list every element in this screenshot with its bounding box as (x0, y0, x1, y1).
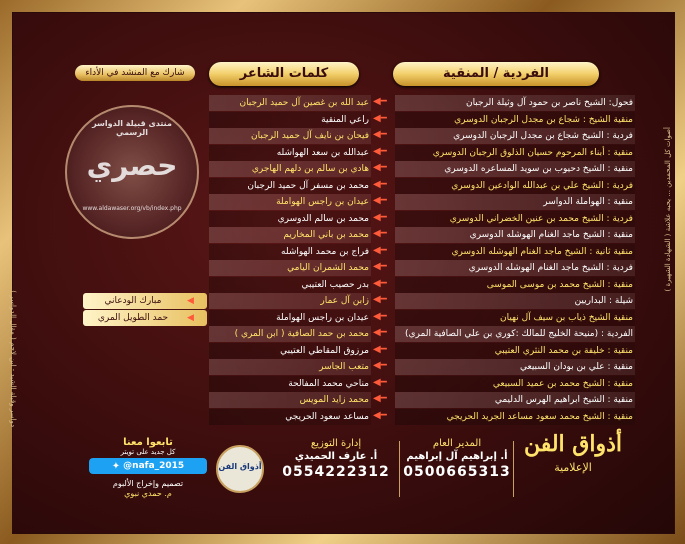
brand-block (513, 431, 633, 501)
row-arrow-icon: ◀━ (373, 211, 387, 223)
program-main-text: منقية : الشيخ ابراهيم الهرس الدليمي (494, 395, 633, 405)
program-row (395, 310, 635, 326)
dist-name: أ. عارف الحميدي (294, 451, 378, 462)
poet-name-text: هادي بن سالم بن دلهم الهاجري (251, 164, 369, 174)
poet-row (209, 392, 371, 408)
row-arrow-icon: ◀━ (373, 376, 387, 388)
poet-row (209, 343, 371, 359)
poet-row (209, 293, 371, 309)
program-row (395, 112, 635, 128)
poet-row (209, 178, 371, 194)
general-manager-block (401, 438, 513, 480)
program-row (395, 211, 635, 227)
row-arrow-icon: ◀━ (373, 129, 387, 140)
program-main-text: منقية : الشيخ محمد بن موسى الموسى (486, 279, 633, 290)
poet-row (209, 194, 371, 210)
share-arrow-icon: ◀ (187, 312, 194, 323)
program-row (395, 277, 635, 293)
poet-row (209, 128, 371, 144)
dist-phone[interactable]: 0554222312 (282, 464, 390, 480)
program-main-text: فردية : الشيخ ماجد الغنام الهوشله الدوسري (468, 263, 633, 273)
program-row (395, 95, 635, 111)
poet-name-text: عبد الله بن غصين آل حميد الرجبان (239, 98, 369, 108)
divider-2 (513, 441, 514, 497)
row-arrow-icon: ◀━ (373, 261, 387, 272)
program-main-text: فردية : الشيخ شجاع بن مجدل الرجبان الدوسري (453, 131, 633, 141)
program-main-text: شيلة : البداريين (574, 296, 633, 306)
design-name: م. حمدي نبوي (124, 489, 172, 498)
poet-row (209, 359, 371, 375)
poet-row (209, 145, 371, 161)
row-arrow-icon: ◀━ (373, 327, 387, 338)
logo-circle-text: منتدى قبيلة الدواسر الرسمي (92, 119, 172, 137)
share-name-text: حمد الطويل المري (97, 312, 169, 323)
program-main-text: منقية : أبناء المرحوم حسيان الذلوق الرجبان الدوسري (432, 147, 633, 158)
poet-row (209, 376, 371, 392)
program-main-text: الفردية : (منيحة الخليج للمالك :كوري بن علي الصافية المري) (405, 329, 633, 339)
side-text-left: دواسر وقبلة الشيد - ابن لاحم ( مقال الدواسر ) (9, 290, 17, 427)
share-column-header: شارك مع المنشد في الأداء (75, 65, 195, 81)
program-main-text: منقية الشيخ : شجاع بن مجدل الرجبان الدوسري (454, 114, 633, 125)
forum-logo (65, 105, 199, 239)
poet-name-text: متعب الجاسر (319, 362, 369, 372)
dist-label: إدارة التوزيع (310, 438, 362, 449)
poet-name-text: عبدالله بن سعد الهواشله (276, 147, 369, 158)
twitter-link[interactable] (89, 458, 207, 474)
side-text-right: أصوات كل المحمدين ... يحبه علاشة ( الشهادة الشهيرة ) (664, 127, 672, 292)
poet-row (209, 95, 371, 111)
program-main-text: منقية : الشيخ دحيوب بن سويد المساعره الدوسري (444, 164, 633, 174)
program-row (395, 178, 635, 194)
program-row (395, 227, 635, 243)
program-main-text: منقية ثانية : الشيخ ماجد الغنام الهوشله الدوسري (451, 246, 633, 257)
poet-row (209, 161, 371, 177)
program-row (395, 392, 635, 408)
program-row (395, 244, 635, 260)
poet-name-text: بدر حصيب العتيبي (301, 279, 369, 290)
row-arrow-icon: ◀━ (373, 162, 387, 173)
poet-name-text: محمد بن سالم الدوسري (277, 213, 369, 224)
divider-1 (399, 441, 400, 497)
poet-name-text: محمد زايد المويس (299, 395, 369, 405)
program-main-text: فحول: الشيخ ناصر بن حمود آل وثيلة الرجبان (465, 98, 633, 108)
row-arrow-icon: ◀━ (373, 360, 387, 371)
row-arrow-icon: ◀━ (373, 96, 387, 107)
poet-name-text: عيدان بن راجس الهواملة (276, 197, 369, 207)
poet-name-text: عيدان بن راجس الهواملة (276, 312, 369, 323)
row-arrow-icon: ◀━ (373, 294, 387, 305)
row-arrow-icon: ◀━ (373, 195, 387, 206)
poet-row (209, 211, 371, 227)
program-row (395, 293, 635, 309)
program-row (395, 161, 635, 177)
share-arrow-icon: ◀ (187, 296, 194, 306)
row-arrow-icon: ◀━ (373, 393, 387, 404)
poet-row (209, 112, 371, 128)
poet-name-text: مناحي محمد المفالحة (288, 378, 369, 389)
poet-name-text: محمد بن حمد الصافية ( ابن المري ) (234, 329, 369, 339)
follow-title: تابعوا معنا (123, 437, 173, 448)
distribution-block (275, 438, 397, 480)
poet-name-text: مرزوق المقاطي العتيبي (280, 345, 369, 356)
gm-name: أ. إبراهيم آل إبراهيم (406, 451, 508, 462)
poet-name-text: محمد بن مسفر آل حميد الرجبان (247, 180, 369, 191)
gm-phone[interactable]: 0500665313 (403, 464, 511, 480)
poet-row (209, 277, 371, 293)
program-main-text: منقية : الهواملة الدواسر (543, 197, 633, 207)
program-main-text: فردية : الشيخ محمد بن عنين الخضراني الدوسري (449, 213, 633, 224)
program-row (395, 128, 635, 144)
row-arrow-icon: ◀━ (373, 244, 387, 256)
poet-row (209, 326, 371, 342)
mini-logo-text: أذواق الفن (218, 462, 262, 471)
program-row (395, 260, 635, 276)
poet-name-text: فراج بن محمد الهواشله (281, 246, 369, 257)
program-main-text: منقية : الشيخ محمد بن عميد السبيعي (492, 378, 633, 389)
row-arrow-icon: ◀━ (373, 228, 387, 239)
share-row (83, 310, 207, 326)
program-main-text: فردية : الشيخ علي بن عبدالله الوادعين الدوسري (451, 180, 633, 191)
poet-row (209, 310, 371, 326)
logo-mono: حصري (86, 149, 178, 182)
poster-canvas (9, 12, 675, 534)
row-arrow-icon: ◀━ (373, 310, 387, 322)
mini-logo (216, 445, 264, 493)
poet-name-text: راعي المنقية (321, 114, 369, 125)
main-column-header: الفردية / المنقية (393, 62, 599, 86)
poet-name-text: مساعد سعود الحريجي (285, 411, 369, 422)
row-arrow-icon: ◀━ (373, 277, 387, 289)
row-arrow-icon: ◀━ (373, 409, 387, 421)
poet-row (209, 227, 371, 243)
poet-name-text: محمد بن باني المخاريم (283, 230, 369, 240)
design-label: تصميم وإخراج الألبوم (112, 479, 184, 488)
program-row (395, 359, 635, 375)
logo-url: www.aldawaser.org/vb/index.php (82, 205, 182, 212)
brand-name: أذواق الفن (523, 431, 623, 457)
poet-name-text: زابن آل عمار (320, 296, 369, 306)
share-name-text: مبارك الودعاني (104, 296, 162, 306)
row-arrow-icon: ◀━ (373, 112, 387, 124)
program-row (395, 145, 635, 161)
poet-row (209, 260, 371, 276)
brand-sub: الإعلامية (554, 461, 592, 474)
program-row (395, 409, 635, 425)
row-arrow-icon: ◀━ (373, 178, 387, 190)
program-main-text: منقية : الشيخ محمد سعود مساعد الجريد الحريجي (446, 411, 633, 422)
follow-sub: كل جديد على تويتر (120, 448, 176, 456)
poet-column-header: كلمات الشاعر (209, 62, 359, 86)
twitter-bird-icon: ✦ (111, 460, 121, 472)
program-row (395, 343, 635, 359)
gm-label: المدير العام (432, 438, 482, 449)
row-arrow-icon: ◀━ (373, 145, 387, 157)
poet-row (209, 244, 371, 260)
program-main-text: منقية الشيخ ذياب بن سيف آل نهيان (499, 312, 633, 323)
program-main-text: منقية : علي بن بودان السبيعي (520, 362, 633, 372)
poet-row (209, 409, 371, 425)
twitter-handle: @nafa_2015 (123, 461, 185, 471)
program-row (395, 326, 635, 342)
follow-block (83, 437, 213, 498)
program-row (395, 376, 635, 392)
share-row (83, 293, 207, 309)
program-main-text: منقية : الشيخ ماجد الغنام الهوشله الدوسري (469, 230, 633, 240)
poet-name-text: محمد الشمران اليامي (287, 263, 369, 273)
program-row (395, 194, 635, 210)
poet-name-text: فيحان بن نايف آل حميد الرجبان (251, 131, 369, 141)
program-main-text: منقية : خليفة بن محمد النثري العتيبي (494, 345, 633, 356)
row-arrow-icon: ◀━ (373, 343, 387, 355)
